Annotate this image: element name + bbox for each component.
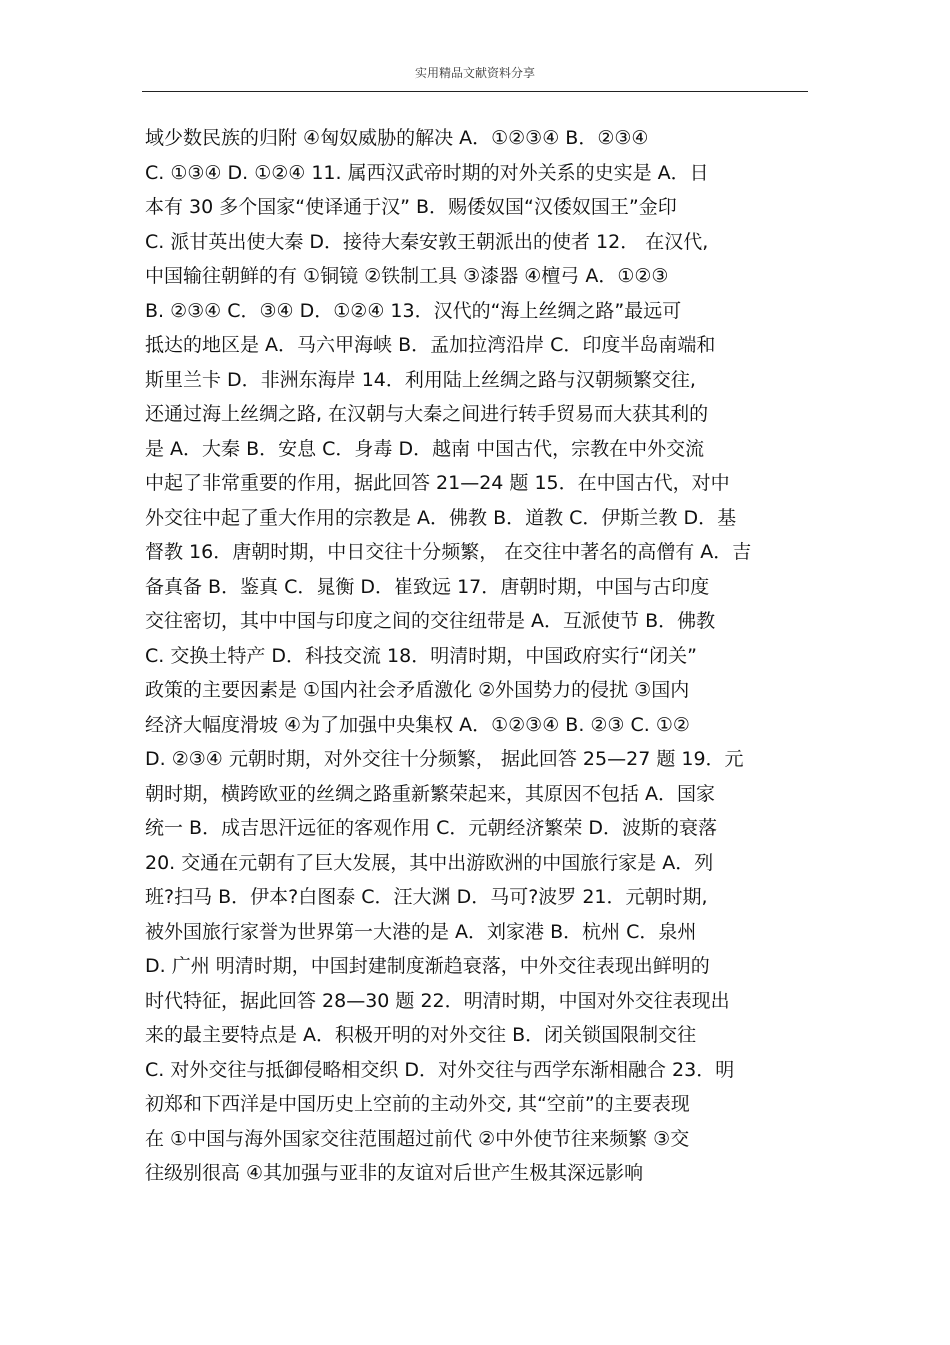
text-line: 经济大幅度滑坡 ④为了加强中央集权 A．①②③④ B. ②③ C. ①② <box>145 713 690 736</box>
text-line: 来的最主要特点是 A．积极开明的对外交往 B．闭关锁国限制交往 <box>145 1024 697 1046</box>
text-line: 域少数民族的归附 ④匈奴威胁的解决 A．①②③④ B．②③④ <box>145 127 649 149</box>
text-line: 还通过海上丝绸之路, 在汉朝与大秦之间进行转手贸易而大获其利的 <box>145 403 709 425</box>
text-line: 20. 交通在元朝有了巨大发展，其中出游欧洲的中国旅行家是 A．列 <box>145 851 714 874</box>
text-line: C. 对外交往与抵御侵略相交织 D．对外交往与西学东渐相融合 23．明 <box>145 1058 735 1081</box>
text-line: 本有 30 多个国家“使译通于汉” B．赐倭奴国“汉倭奴国王”金印 <box>145 196 677 218</box>
text-line: C. 派甘英出使大秦 D．接待大秦安敦王朝派出的使者 12． 在汉代, <box>145 230 709 253</box>
text-line: 备真备 B．鉴真 C．晁衡 D．崔致远 17．唐朝时期，中国与古印度 <box>145 575 710 598</box>
text-line: 统一 B．成吉思汗远征的客观作用 C．元朝经济繁荣 D．波斯的衰落 <box>145 817 718 839</box>
text-line: 是 A．大秦 B．安息 C．身毒 D．越南 中国古代，宗教在中外交流 <box>145 437 705 460</box>
text-line: 时代特征，据此回答 28—30 题 22．明清时期，中国对外交往表现出 <box>145 989 730 1012</box>
header-divider <box>142 91 808 92</box>
text-line: 督教 16．唐朝时期，中日交往十分频繁， 在交往中著名的高僧有 A．吉 <box>145 541 752 563</box>
text-line: 交往密切，其中中国与印度之间的交往纽带是 A．互派使节 B．佛教 <box>145 610 716 632</box>
text-line: C. 交换土特产 D．科技交流 18．明清时期，中国政府实行“闭关” <box>145 644 697 667</box>
text-line: C. ①③④ D. ①②④ 11. 属西汉武帝时期的对外关系的史实是 A．日 <box>145 161 709 184</box>
text-line: D. 广州 明清时期，中国封建制度渐趋衰落，中外交往表现出鲜明的 <box>145 955 710 977</box>
text-line: B. ②③④ C．③④ D．①②④ 13．汉代的“海上丝绸之路”最远可 <box>145 299 682 322</box>
text-line: 初郑和下西洋是中国历史上空前的主动外交, 其“空前”的主要表现 <box>145 1093 690 1115</box>
text-line: 班?扫马 B．伊本?白图泰 C．汪大渊 D．马可?波罗 21．元朝时期, <box>145 886 708 908</box>
text-line: 中起了非常重要的作用，据此回答 21—24 题 15．在中国古代，对中 <box>145 472 730 494</box>
text-line: 政策的主要因素是 ①国内社会矛盾激化 ②外国势力的侵扰 ③国内 <box>145 679 690 701</box>
text-line: 抵达的地区是 A．马六甲海峡 B．孟加拉湾沿岸 C．印度半岛南端和 <box>145 334 716 356</box>
text-line: 被外国旅行家誉为世界第一大港的是 A．刘家港 B．杭州 C．泉州 <box>145 920 697 943</box>
text-line: 朝时期，横跨欧亚的丝绸之路重新繁荣起来，其原因不包括 A．国家 <box>145 782 716 805</box>
text-line: 在 ①中国与海外国家交往范围超过前代 ②中外使节往来频繁 ③交 <box>145 1127 690 1150</box>
text-line: 外交往中起了重大作用的宗教是 A．佛教 B．道教 C．伊斯兰教 D．基 <box>145 506 737 529</box>
text-line: D. ②③④ 元朝时期，对外交往十分频繁， 据此回答 25—27 题 19．元 <box>145 748 744 770</box>
text-line: 斯里兰卡 D．非洲东海岸 14．利用陆上丝绸之路与汉朝频繁交往, <box>145 368 696 391</box>
text-line: 往级别很高 ④其加强与亚非的友谊对后世产生极其深远影响 <box>145 1162 644 1184</box>
document-body <box>145 121 825 1191</box>
page-header: 实用精品文献资料分享 <box>414 66 535 80</box>
text-line: 中国输往朝鲜的有 ①铜镜 ②铁制工具 ③漆器 ④檀弓 A．①②③ <box>145 265 669 287</box>
